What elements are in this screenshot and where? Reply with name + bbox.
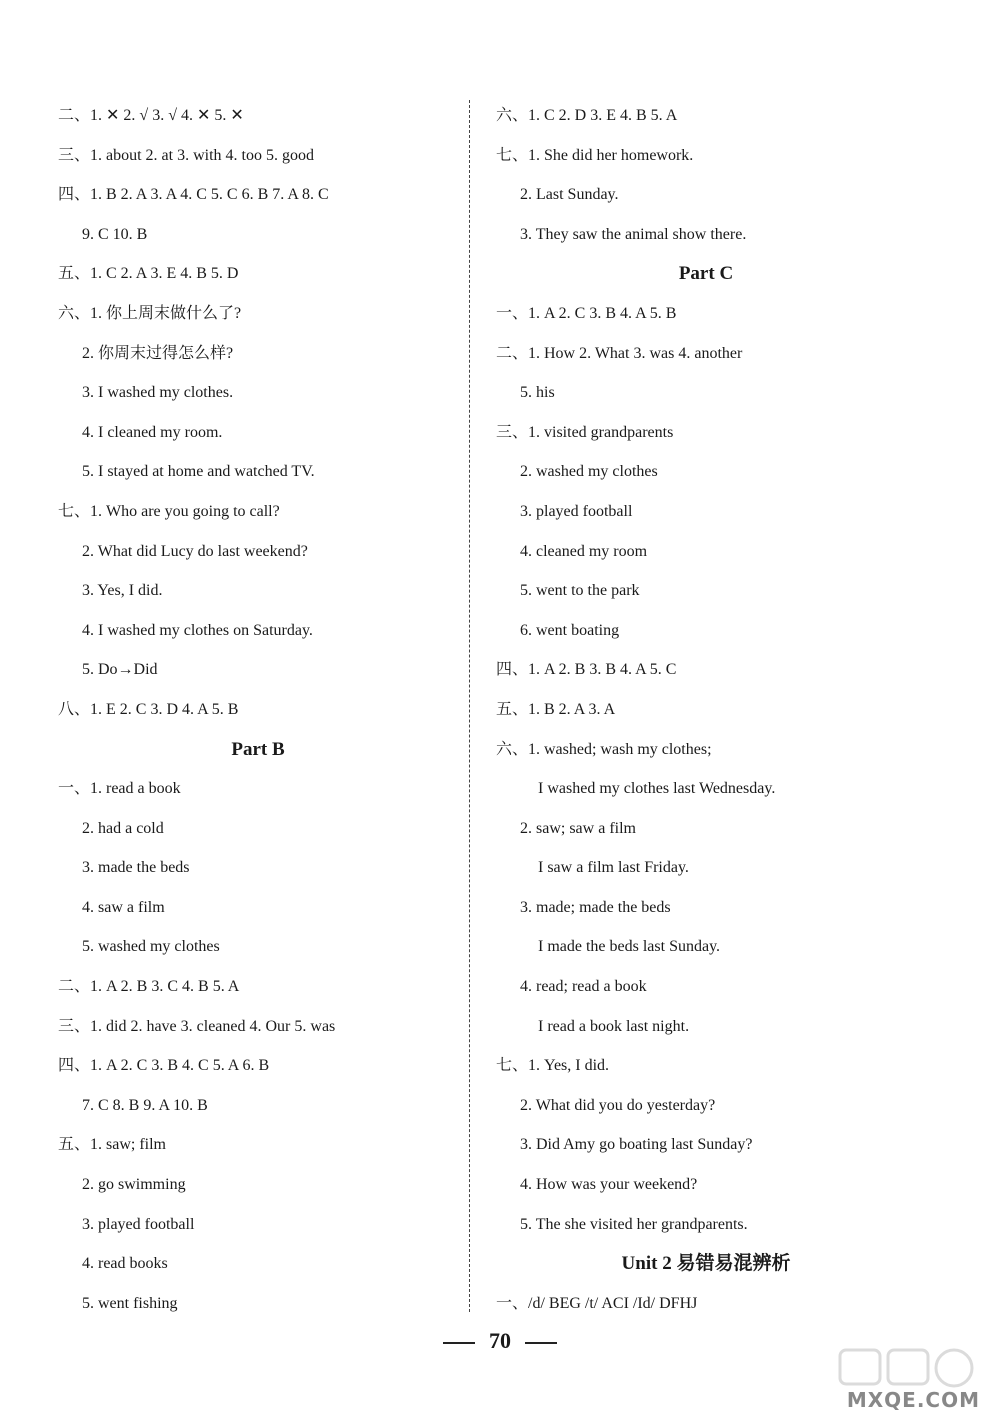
answer-line: 5. The she visited her grandparents. — [520, 1215, 748, 1233]
answer-line: 三、1. did 2. have 3. cleaned 4. Our 5. was — [58, 1017, 336, 1035]
answer-line: 3. I washed my clothes. — [82, 384, 234, 402]
answer-line: 5. I stayed at home and watched TV. — [82, 463, 315, 481]
answer-line: 5. went to the park — [520, 582, 640, 600]
answer-line: 3. made; made the beds — [520, 898, 671, 916]
page-number: 70 — [489, 1328, 511, 1353]
answer-line: 4. saw a film — [82, 898, 165, 916]
right-column — [496, 96, 916, 1323]
answer-line: 五、1. saw; film — [58, 1136, 166, 1154]
answer-line: 五、1. C 2. A 3. E 4. B 5. D — [58, 265, 239, 283]
answer-line: I made the beds last Sunday. — [538, 938, 721, 956]
answer-line: 六、1. C 2. D 3. E 4. B 5. A — [496, 107, 678, 124]
column-divider — [469, 100, 470, 1312]
answer-line: 三、1. about 2. at 3. with 4. too 5. good — [58, 146, 314, 164]
answer-line: 二、1. ✕ 2. √ 3. √ 4. ✕ 5. ✕ — [58, 107, 244, 124]
answer-line: 4. read books — [82, 1255, 168, 1273]
answer-line: 一、1. read a book — [58, 780, 181, 798]
answer-line: 2. What did you do yesterday? — [520, 1096, 716, 1114]
answer-line: 2. What did Lucy do last weekend? — [82, 542, 308, 560]
answer-line: 六、1. washed; wash my clothes; — [496, 740, 712, 758]
answer-line: 四、1. A 2. B 3. B 4. A 5. C — [496, 661, 677, 679]
answer-line: 9. C 10. B — [82, 225, 148, 243]
answer-line: 4. cleaned my room — [520, 542, 648, 560]
answer-line: 五、1. B 2. A 3. A — [496, 700, 616, 718]
answer-line: 5. washed my clothes — [82, 938, 220, 956]
answer-line: I saw a film last Friday. — [538, 859, 689, 877]
answer-line: 4. I washed my clothes on Saturday. — [82, 621, 313, 639]
answer-line: 3. played football — [520, 502, 633, 520]
answer-line: 二、1. How 2. What 3. was 4. another — [496, 344, 743, 362]
section-heading-part-b: Part B — [231, 738, 285, 760]
footer-dash-left — [443, 1342, 475, 1344]
answer-line: 4. How was your weekend? — [520, 1176, 698, 1194]
watermark-text: MXQE.COM — [846, 1388, 980, 1412]
answer-line: 5. Do→Did — [82, 661, 158, 679]
answer-line: 2. go swimming — [82, 1176, 186, 1194]
answer-line: 2. 你周末过得怎么样? — [82, 344, 234, 362]
answer-line: 一、1. A 2. C 3. B 4. A 5. B — [496, 304, 677, 322]
answer-line: 一、/d/ BEG /t/ ACI /Id/ DFHJ — [496, 1294, 698, 1312]
answer-line: 八、1. E 2. C 3. D 4. A 5. B — [58, 700, 239, 718]
section-heading-part-c: Part C — [678, 263, 734, 285]
answer-line: 4. I cleaned my room. — [82, 423, 223, 441]
answer-line: 2. had a cold — [82, 819, 164, 837]
answer-line: 6. went boating — [520, 621, 620, 639]
answer-line: I read a book last night. — [538, 1017, 690, 1035]
answer-line: 5. went fishing — [82, 1294, 178, 1312]
answer-line: 七、1. Yes, I did. — [496, 1057, 610, 1075]
answer-line: 5. his — [520, 384, 555, 402]
answer-line: 二、1. A 2. B 3. C 4. B 5. A — [58, 978, 240, 996]
answer-line: 3. Did Amy go boating last Sunday? — [520, 1136, 753, 1154]
answer-line: 六、1. 你上周末做什么了? — [58, 304, 242, 322]
answer-line: 七、1. Who are you going to call? — [58, 502, 280, 520]
answer-line: 4. read; read a book — [520, 978, 647, 996]
answer-line: 2. washed my clothes — [520, 463, 658, 481]
answer-line: 2. Last Sunday. — [520, 186, 619, 204]
section-heading-unit-2: Unit 2 易错易混辨析 — [621, 1253, 791, 1275]
answer-line: 7. C 8. B 9. A 10. B — [82, 1096, 208, 1114]
answer-line: 三、1. visited grandparents — [496, 423, 674, 441]
answer-line: 3. They saw the animal show there. — [520, 225, 747, 243]
answer-line: 3. played football — [82, 1215, 195, 1233]
answer-line: 2. saw; saw a film — [520, 819, 636, 837]
answer-line: 七、1. She did her homework. — [496, 146, 694, 164]
answer-line: 四、1. B 2. A 3. A 4. C 5. C 6. B 7. A 8. C — [58, 186, 329, 204]
answer-line: I washed my clothes last Wednesday. — [538, 780, 776, 798]
answer-line: 3. made the beds — [82, 859, 190, 877]
footer-dash-right — [525, 1342, 557, 1344]
left-column — [58, 96, 458, 1323]
answer-line: 3. Yes, I did. — [82, 582, 163, 600]
answer-line: 四、1. A 2. C 3. B 4. C 5. A 6. B — [58, 1057, 270, 1075]
